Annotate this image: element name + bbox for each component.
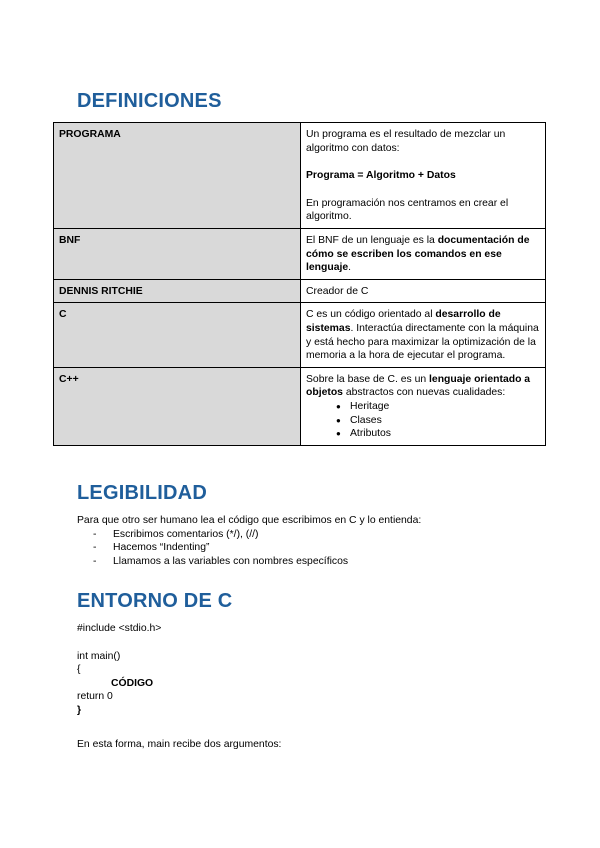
term-cell: PROGRAMA [54,123,301,229]
table-row [54,123,546,229]
description-text: El BNF de un lenguaje es la [306,234,438,246]
dash-list [77,528,547,569]
list-item: - Llamamos a las variables con nombres específicos [77,555,547,569]
code-line: { [77,664,81,676]
code-block [77,622,547,718]
term-cell: BNF [54,228,301,279]
table-row [54,279,546,303]
description-cell [301,367,546,445]
legibilidad-block [77,514,547,568]
list-item: - Hacemos “Indenting” [77,541,547,555]
description-cell [301,303,546,367]
description-text: . Interactúa directamente con la máquina y está hecho para maximizar la optimización de la memoria a la hora de ejecutar el programa. [306,322,539,362]
term-cell: DENNIS RITCHIE [54,279,301,303]
paragraph: Para que otro ser humano lea el código que escribimos en C y lo entienda: [77,515,422,526]
section-title-entorno: ENTORNO DE C [77,590,233,612]
paragraph: En esta forma, main recibe dos argumentos: [77,739,282,750]
table-row [54,228,546,279]
description-bold-text: lenguaje orientado a objetos [306,373,531,399]
section-title-legibilidad: LEGIBILIDAD [77,482,207,504]
code-line: CÓDIGO [111,677,154,689]
list-item: ● Heritage [336,400,540,414]
description-cell [301,123,546,229]
description-bold-text: documentación de cómo se escriben los comandos en ese lenguaje [306,234,530,274]
section-title-definiciones: DEFINICIONES [77,90,222,112]
term-cell: C++ [54,367,301,445]
table-row [54,367,546,445]
formula-text: Programa = Algoritmo + Datos [306,170,456,182]
description-cell [301,228,546,279]
code-line: int main() [77,650,121,662]
bullet-list [306,400,540,441]
list-item: ● Clases [336,414,540,428]
description-bold-text: desarrollo de sistemas [306,309,501,334]
term-cell: C [54,303,301,367]
code-line: } [77,704,82,716]
description-text: abstractos con nuevas cualidades: [342,387,506,399]
list-item: ● Atributos [336,427,540,441]
description-text: En programación nos centramos en crear el algoritmo. [306,197,509,223]
definitions-table [53,122,546,446]
table-row [54,303,546,367]
description-cell: Creador de C [301,279,546,303]
code-line: #include <stdio.h> [77,623,162,634]
description-text: . [348,262,352,274]
list-item: - Escribimos comentarios (*/), (//) [77,528,547,542]
code-line: return 0 [77,691,113,703]
description-text: Un programa es el resultado de mezclar un algoritmo con datos: [306,129,506,154]
description-text: Sobre la base de C. es un [306,373,430,385]
description-text: C es un código orientado al [306,309,436,321]
